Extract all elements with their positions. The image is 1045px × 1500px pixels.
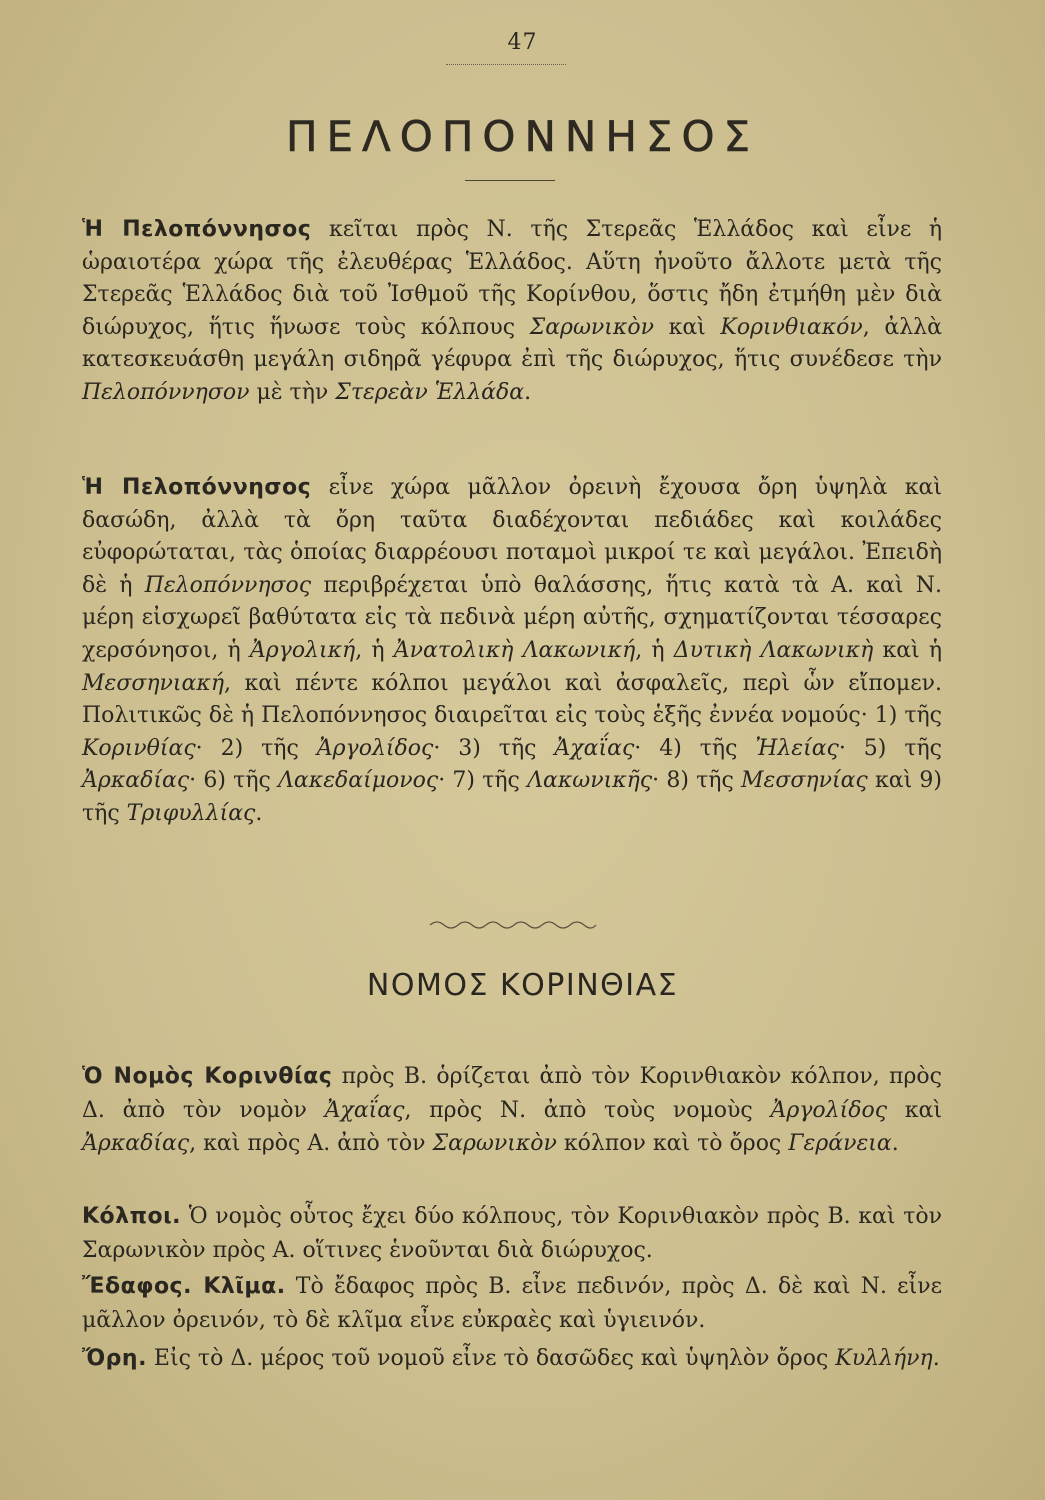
text-run: πρὸς Β. ὁρίζεται ἀπὸ τὸν Κορινθιακὸν κόλπον, πρὸς Δ. ἀπὸ τὸν νομὸν	[82, 1064, 942, 1123]
italic-term: Ἀχαΐας	[554, 735, 635, 761]
italic-term: Λακωνικῆς	[527, 768, 653, 794]
gulfs-paragraph	[82, 1200, 942, 1267]
borders-lead: Ὁ Νομὸς Κορινθίας	[82, 1064, 333, 1089]
italic-term: Ἀργολίδος	[770, 1097, 888, 1123]
italic-term: Δυτικὴ Λακωνικὴ	[673, 637, 874, 663]
intro-paragraph	[82, 214, 942, 410]
text-run: · 3) τῆς	[433, 735, 555, 761]
italic-term: Ἀχαΐας	[324, 1097, 405, 1123]
italic-term: Σαρωνικὸν	[529, 314, 654, 340]
text-run: , πρὸς Ν. ἀπὸ τοὺς νομοὺς	[404, 1097, 771, 1123]
italic-term: Ἀρκαδίας	[82, 1131, 190, 1156]
italic-term: Κυλλήνη	[835, 1346, 933, 1371]
geography-lead: Ἡ Πελοπόννησος	[82, 475, 312, 500]
geography-paragraph	[82, 472, 942, 831]
wavy-divider	[428, 918, 598, 932]
italic-term: Ἀνατολικὴ Λακωνική	[393, 637, 636, 663]
text-run: · 8) τῆς	[652, 768, 742, 794]
italic-term: Πελοπόννησος	[144, 572, 312, 598]
text-run: καὶ	[653, 314, 721, 340]
soil-climate-paragraph	[82, 1270, 942, 1337]
text-run: μὲ τὴν	[249, 379, 336, 405]
text-run: Ὁ νομὸς οὗτος ἔχει δύο κόλπους, τὸν Κορινθιακὸν πρὸς Β. καὶ τὸν Σαρωνικὸν πρὸς Α. οἵτινες ἑνοῦνται διὰ διώρυχος.	[82, 1204, 942, 1263]
page-number: 47	[507, 30, 538, 55]
text-run: · 7) τῆς	[438, 768, 528, 794]
text-run: καὶ	[887, 1097, 942, 1123]
italic-term: Μεσσηνίας	[741, 768, 868, 794]
title-rule	[465, 180, 555, 181]
italic-term: Σαρωνικὸν	[432, 1131, 557, 1156]
text-run: · 2) τῆς	[195, 735, 317, 761]
page-number-rule	[446, 64, 566, 65]
text-run: , ἡ	[635, 637, 674, 663]
text-run: , ἡ	[355, 637, 394, 663]
italic-term: Γεράνεια	[788, 1131, 892, 1156]
text-run: καὶ 9) τῆς	[82, 768, 942, 826]
text-run: , καὶ πέντε κόλποι μεγάλοι καὶ ἀσφαλεῖς, περὶ ὧν εἴπομεν. Πολιτικῶς δὲ ἡ Πελοπόννησος διαιρεῖται εἰς τοὺς ἑξῆς ἐννέα νομούς· 1) τῆς	[82, 670, 942, 729]
text-run: Εἰς τὸ Δ. μέρος τοῦ νομοῦ εἶνε τὸ δασῶδες καὶ ὑψηλὸν ὄρος	[146, 1346, 836, 1371]
italic-term: Ἠλείας	[755, 735, 839, 761]
text-run: .	[891, 1131, 899, 1156]
intro-lead: Ἡ Πελοπόννησος	[82, 217, 312, 242]
italic-term: Λακεδαίμονος	[278, 768, 439, 794]
italic-term: Πελοπόννησον	[82, 379, 250, 405]
italic-term: Μεσσηνιακή	[82, 670, 225, 696]
mountains-paragraph	[82, 1342, 942, 1376]
text-run: .	[255, 800, 263, 826]
gulfs-lead: Κόλποι.	[82, 1204, 182, 1229]
text-run: κόλπον καὶ τὸ ὄρος	[556, 1131, 789, 1156]
text-run: καὶ ἡ	[873, 637, 942, 663]
mountains-lead: Ὄρη.	[82, 1346, 147, 1371]
section-title: ΝΟΜΟΣ ΚΟΡΙΝΘΙΑΣ	[366, 968, 679, 1003]
text-run: , καὶ πρὸς Α. ἀπὸ τὸν	[189, 1131, 433, 1156]
text-run: κεῖται πρὸς Ν. τῆς Στερεᾶς Ἑλλάδος καὶ εἶνε ἡ ὡραιοτέρα χώρα τῆς ἐλευθέρας Ἑλλάδος. Αὕτη ἡνοῦτο ἄλλοτε μετὰ τῆς Στερεᾶς Ἑλλάδος διὰ τοῦ Ἰσθμοῦ τῆς Κορίνθου, ὅστις ἤδη ἐτμήθη μὲν διὰ διώρυχος, ἥτις ἥνωσε τοὺς κόλπους	[82, 217, 942, 340]
text-run: · 5) τῆς	[838, 735, 942, 761]
borders-paragraph	[82, 1060, 942, 1161]
text-run: · 4) τῆς	[634, 735, 756, 761]
italic-term: Ἀρκαδίας	[82, 768, 190, 794]
italic-term: Τριφυλλίας	[126, 800, 256, 826]
italic-term: Κορινθιακόν	[720, 314, 863, 340]
chapter-title: ΠΕΛΟΠΟΝΝΗΣΟΣ	[285, 112, 760, 161]
text-run: Τὸ ἔδαφος πρὸς Β. εἶνε πεδινόν, πρὸς Δ. δὲ καὶ Ν. εἶνε μᾶλλον ὀρεινόν, τὸ δὲ κλῖμα εἶνε εὐκραὲς καὶ ὑγιεινόν.	[82, 1274, 942, 1333]
italic-term: Ἀργολίδος	[316, 735, 434, 761]
text-run: εἶνε χώρα μᾶλλον ὀρεινὴ ἔχουσα ὄρη ὑψηλὰ καὶ δασώδη, ἀλλὰ τὰ ὄρη ταῦτα διαδέχονται πεδιάδες καὶ κοιλάδες εὐφορώταται, τὰς ὁποίας διαρρέουσι ποταμοὶ μικροί τε καὶ μεγάλοι. Ἐπειδὴ δὲ ἡ	[82, 475, 943, 598]
text-run: , ἀλλὰ κατεσκευάσθη μεγάλη σιδηρᾶ γέφυρα ἐπὶ τῆς διώρυχος, ἥτις συνέδεσε τὴν	[82, 314, 942, 373]
text-run: περιβρέχεται ὑπὸ θαλάσσης, ἥτις κατὰ τὰ Α. καὶ Ν. μέρη εἰσχωρεῖ βαθύτατα εἰς τὰ πεδινὰ μέρη αὐτῆς, σχηματίζονται τέσσαρες χερσόνησοι, ἡ	[82, 572, 942, 663]
italic-term: Ἀργολική	[249, 637, 356, 663]
text-run: .	[932, 1346, 940, 1371]
italic-term: Στερεὰν Ἑλλάδα	[335, 379, 525, 405]
italic-term: Κορινθίας	[82, 735, 196, 761]
text-run: · 6) τῆς	[189, 768, 279, 794]
text-run: .	[524, 379, 532, 405]
soil-lead: Ἔδαφος. Κλῖμα.	[82, 1274, 286, 1299]
